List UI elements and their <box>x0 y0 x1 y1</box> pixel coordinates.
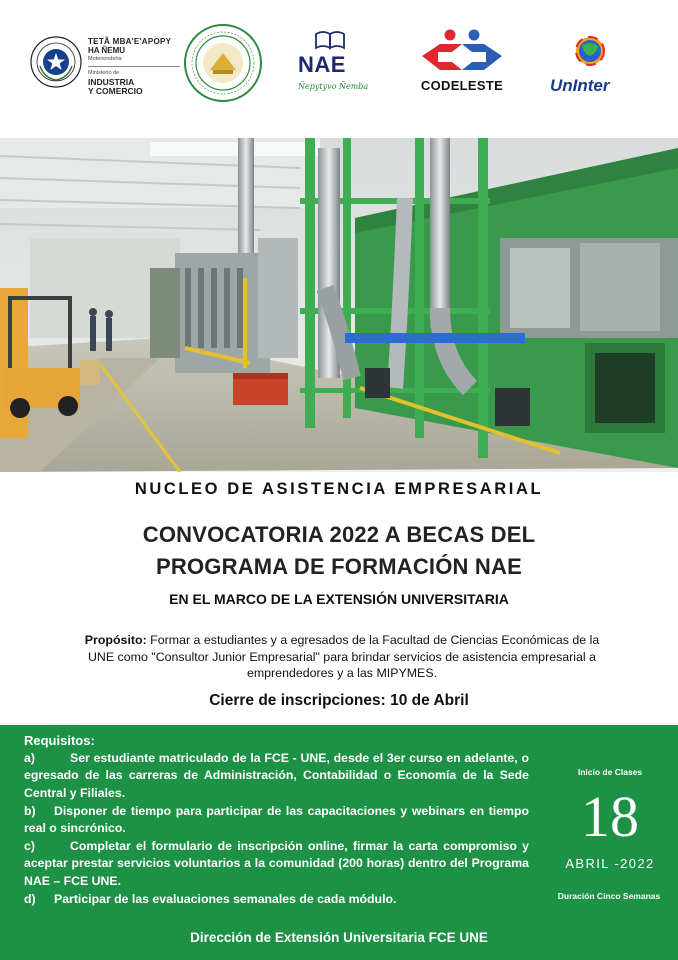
mic-line1: TETÃ MBA'E'APOPY <box>88 37 172 46</box>
open-book-icon <box>290 28 370 52</box>
mic-line2: HA ÑEMU <box>88 46 126 55</box>
nae-logo-tagline: Ñepytyvo Ñemba <box>298 82 369 91</box>
nucleo-heading: NUCLEO DE ASISTENCIA EMPRESARIAL <box>134 480 544 498</box>
nae-logo <box>290 28 370 100</box>
cierre-inscripciones: Cierre de inscripciones: 10 de Abril <box>209 692 469 709</box>
title-line-1: CONVOCATORIA 2022 A BECAS DEL <box>142 522 536 547</box>
codeleste-logo <box>412 26 512 102</box>
uninter-logo <box>546 34 636 104</box>
requisito-text: Ser estudiante matriculado de la FCE - UNE, desde el 3er curso en adelante, o egresado de las carreras de Administración, Contabilidad o Economía de la Sede Central y Filiales. <box>24 751 529 800</box>
factory-photo <box>0 138 678 472</box>
inicio-day: 18 <box>581 784 639 849</box>
requisito-label: d) <box>24 892 36 906</box>
mic-line5: INDUSTRIA <box>88 77 135 87</box>
requisito-text: Participar de las evaluaciones semanales de cada módulo. <box>54 892 397 906</box>
proposito-label: Propósito: <box>84 633 147 647</box>
footer-direccion: Dirección de Extensión Universitaria FCE UNE <box>190 930 488 945</box>
requisito-item <box>24 750 529 802</box>
paraguay-seal-logo <box>30 36 82 88</box>
requisito-item <box>24 838 529 890</box>
requisito-text: Completar el formulario de inscripción online, firmar la carta compromiso y aceptar prestar servicios voluntarios a la comunidad (200 horas) dentro del Programa NAE – FCE UNE. <box>24 839 529 888</box>
mic-line6: Y COMERCIO <box>88 86 143 96</box>
proposito-paragraph <box>72 632 612 682</box>
duracion-label: Duración Cinco Semanas <box>557 891 661 901</box>
requisito-label: a) <box>24 751 35 765</box>
uninter-logo-word: UnInter <box>550 76 610 95</box>
inicio-clases-label: Inicio de Clases <box>577 767 643 777</box>
uninter-globe-icon <box>546 34 636 76</box>
mic-line3: Motenondeha <box>88 55 180 67</box>
requisito-text: Disponer de tiempo para participar de las capacitaciones y webinars en tiempo real o sincrónico. <box>24 804 529 836</box>
codeleste-emblem-icon <box>412 26 512 78</box>
requisito-label: c) <box>24 839 35 853</box>
requisito-item <box>24 803 529 838</box>
nae-logo-word: NAE <box>298 52 346 77</box>
mic-logo-text <box>88 37 180 96</box>
codeleste-logo-word: CODELESTE <box>420 78 504 93</box>
requisitos-title: Requisitos: <box>24 733 95 748</box>
requisito-item <box>24 891 529 908</box>
logos-header <box>0 0 678 138</box>
une-university-seal-logo <box>183 23 263 103</box>
title-line-2: PROGRAMA DE FORMACIÓN NAE <box>156 554 522 579</box>
subtitle: EN EL MARCO DE LA EXTENSIÓN UNIVERSITARIA <box>169 591 509 607</box>
proposito-text: Formar a estudiantes y a egresados de la Facultad de Ciencias Económicas de la UNE como "Consultor Junior Empresarial" para brindar servicios de asistencia empresarial a emprendedores y a las MIPYMES. <box>87 633 600 680</box>
mic-line4: Ministerio de <box>88 70 120 76</box>
inicio-month: ABRIL -2022 <box>565 856 655 871</box>
requisito-label: b) <box>24 804 36 818</box>
